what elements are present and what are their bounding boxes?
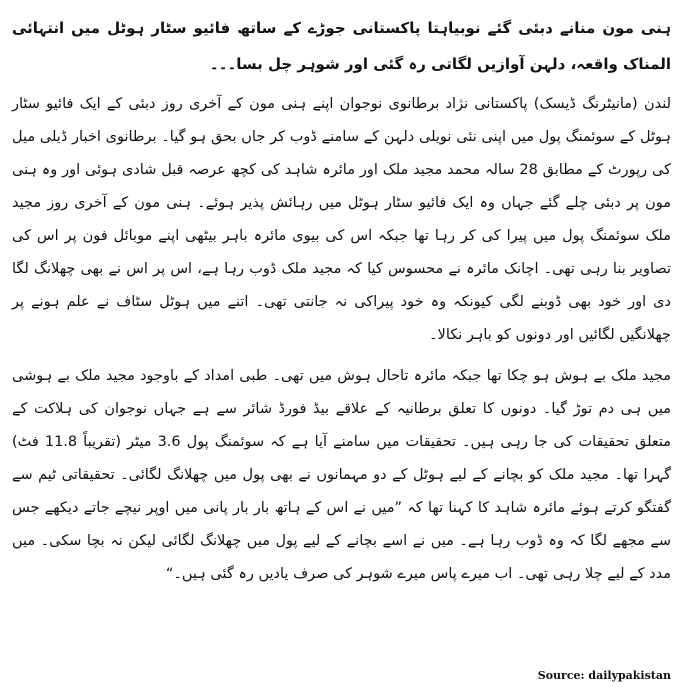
source-credit: Source: dailypakistan — [537, 669, 671, 682]
article-headline: ہنی مون منانے دبئی گئے نوبیاہتا پاکستانی جوڑے کے ساتھ فائیو سٹار ہوٹل میں انتہائی المناک واقعہ، دلہن آوازیں لگاتی رہ گئی اور شوہر چل بسا۔۔۔ — [12, 19, 671, 73]
article-paragraph-2: مجید ملک بے ہوش ہو چکا تھا جبکہ مائرہ تاحال ہوش میں تھی۔ طبی امداد کے باوجود مجید ملک بے ہوشی میں ہی دم توڑ گیا۔ دونوں کا تعلق برطانیہ کے علاقے بیڈ فورڈ شائر سے ہے جہاں نوجوان کی ہلاکت کے متعلق تحقیقات کی جا رہی ہیں۔ تحقیقات میں سامنے آیا ہے کہ سوئمنگ پول 3.6 میٹر (تقریباً 11.8 فٹ) گہرا تھا۔ مجید ملک کو بچانے کے لیے ہوٹل کے دو مہمانوں نے بھی پول میں چھلانگ لگائی۔ تحقیقاتی ٹیم سے گفتگو کرتے ہوئے مائرہ شاہد کا کہنا تھا کہ ”میں نے اس کے ہاتھ بار بار پانی میں اوپر نیچے جاتے دیکھے جس سے مجھے لگا کہ وہ ڈوب رہا ہے۔ میں نے اسے بچانے کے لیے پول میں چھلانگ لگائی لیکن نہ بچا سکی۔ میں مدد کے لیے چلا رہی تھی۔ اب میرے پاس میرے شوہر کی صرف یادیں رہ گئی ہیں۔“ — [12, 368, 672, 582]
news-article — [12, 10, 671, 680]
article-paragraph-1: لندن (مانیٹرنگ ڈیسک) پاکستانی نژاد برطانوی نوجوان اپنے ہنی مون کے آخری روز دبئی کے ایک فائیو سٹار ہوٹل کے سوئمنگ پول میں اپنی نئی نویلی دلہن کے سامنے ڈوب کر جاں بحق ہو گیا۔ برطانوی اخبار ڈیلی میل کی رپورٹ کے مطابق 28 سالہ محمد مجید ملک اور مائرہ شاہد کی کچھ عرصہ قبل شادی ہوئی اور وہ ہنی مون پر دبئی چلے گئے جہاں وہ ایک فائیو سٹار ہوٹل میں رہائش پذیر ہوئے۔ ہنی مون کے آخری روز مجید ملک سوئمنگ پول میں پیرا کی کر رہا تھا جبکہ اس کی بیوی مائرہ باہر بیٹھی اپنے موبائل فون پر اس کی تصاویر بنا رہی تھی۔ اچانک مائرہ نے محسوس کیا کہ مجید ملک ڈوب رہا ہے، اس پر اس نے بھی چھلانگ لگا دی اور خود بھی ڈوبنے لگی کیونکہ وہ خود پیراکی نہ جانتی تھی۔ اتنے میں ہوٹل سٹاف نے علم ہونے پر چھلانگیں لگائیں اور دونوں کو باہر نکالا۔ — [12, 96, 671, 343]
